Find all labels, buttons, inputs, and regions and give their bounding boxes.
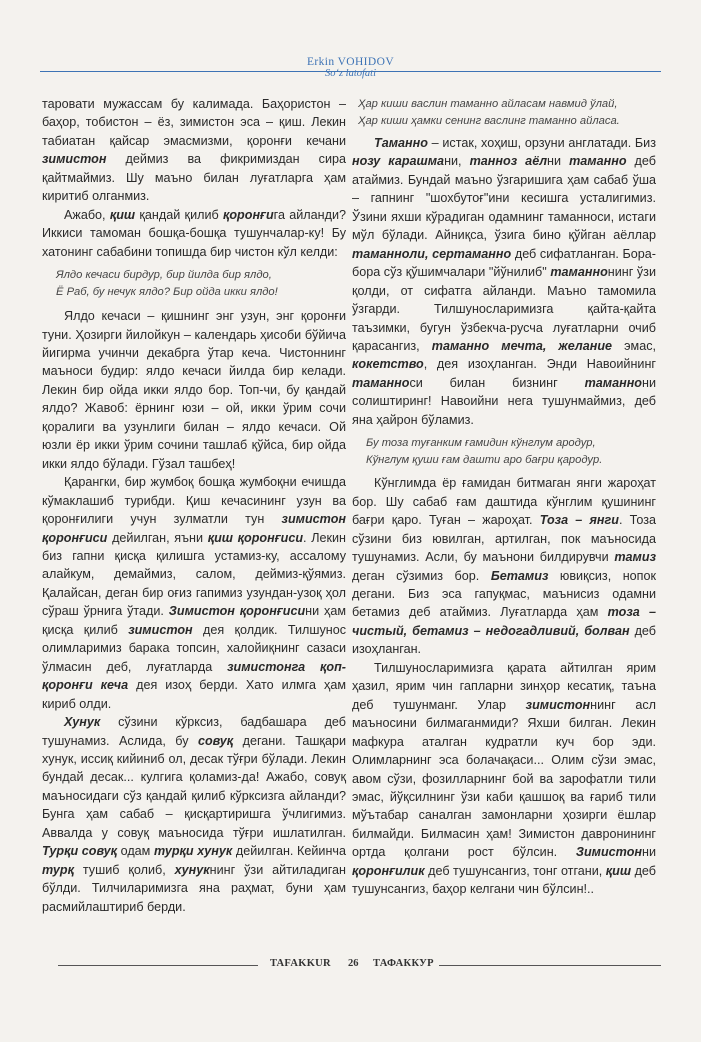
emphasized-term: нозу карашма <box>352 154 445 169</box>
emphasized-term: таманно мечта, желание <box>431 338 613 353</box>
emphasized-term: таманно <box>569 154 627 169</box>
emphasized-term: Хунук <box>64 715 101 730</box>
emphasized-term: таманно <box>550 265 608 280</box>
footer-magazine-cyrillic: ТАФАККУР <box>373 958 434 969</box>
emphasized-term: зимистон қоронғиси <box>42 512 346 545</box>
emphasized-term: кокетство <box>352 357 424 372</box>
emphasized-term: Зимистон <box>575 845 642 860</box>
emphasized-term: таманно <box>352 375 410 390</box>
emphasized-term: зимистон <box>128 622 193 637</box>
emphasized-term: қоронғи <box>222 207 274 222</box>
emphasized-term: турқ <box>42 862 74 877</box>
page-footer <box>40 958 661 972</box>
right-paragraph-2: Кўнглимда ёр ғамидан битмаган янги жароҳат бор. Шу сабаб ғам даштида кўнглим қушининг бағри қаро. Туған – жароҳат. Тоза – янги. Тоза сўзини биз ювилган, артилган, пок маъносида тушунамиз. Асли, бу маънони билдирувчи тамиз деган сўзимиз бор. Бетамиз ювиқсиз, нопок дегани. Биз эса гапуқмас, маънисиз одамни бетамиз деб атаймиз. Луғатларда ҳам тоза – чистый, бетамиз – недогадливий, болван деб изоҳланган. <box>352 476 657 657</box>
footer-rule-left <box>58 965 258 966</box>
verse-line: Ялдо кечаси бирдур, бир йилда бир ялдо, <box>56 269 272 282</box>
emphasized-term: тамиз <box>614 550 656 565</box>
emphasized-term: зимистон <box>42 152 107 167</box>
left-verse <box>56 267 346 301</box>
emphasized-term: хунук <box>174 862 210 877</box>
left-paragraph-2: Ажабо, қиш қандай қилиб қоронғига айланди? Иккиси тамоман бошқа-бошқа тушунчалар-ку! Бу хатонинг сабабини топишда бир чистон кўл келди: <box>42 207 346 259</box>
emphasized-term: қоронғилик <box>352 863 425 878</box>
right-paragraph-3: Тилшуносларимизга қарата айтилган ярим ҳазил, ярим чин гапларни зинҳор кесатиқ, таъна деб тушунманг. Улар зимистоннинг асл маъносини билмаганмиди? Яхши билган. Лекин мафкура аталган кудратли куч бор эди. Олимларнинг эса болачақаси... Олим сўзи эмас, авом сўзи, фозилларнинг бой ва зарофатли тили эмас, йўқсилнинг ўзи каби қашшоқ ва ғариб тили мўътабар саналган замонларни ҳозирги ёшлар билмайди. Билмасин ҳам! Зимистон давронининг ортда қолгани рост бўлсин. Зимистонни қоронғилик деб тушунсангиз, тонг отгани, қиш деб тушунсангиз, баҳор келгани чин бўлсин!.. <box>352 660 656 897</box>
left-paragraph-5: Хунук сўзини кўрксиз, бадбашара деб тушунамиз. Аслида, бу совуқ дегани. Ташқари хунук, иссиқ кийиниб ол, десак тўғри бўлади. Лекин бундай десак... кулгига қоламиз-да! Ажабо, совуқ маъносидаги сўз қандай қилиб кўрксизга айланди? Бунга ҳам сабаб – қисқартиришга ўчлигимиз. Аввалда у совуқ маъносида тўғри ишлатилган. Турқи совуқ одам турқи хунук дейилган. Кейинча турқ тушиб қолиб, хунукнинг ўзи айтиладиган бўлди. Тилчиларимизга яна раҳмат, буни ҳам расмийлаштириб берди. <box>42 715 347 914</box>
emphasized-term: қиш <box>605 863 632 878</box>
emphasized-term: Зимистон қоронғиси <box>168 604 306 619</box>
footer-rule-right <box>439 965 661 966</box>
emphasized-term: Бетамиз <box>490 568 549 583</box>
right-verse-2 <box>366 435 656 469</box>
emphasized-term: қиш <box>109 207 136 222</box>
verse-line: Ҳар киши ҳамки сенинг васлинг таманно айласа. <box>358 115 620 127</box>
right-paragraph-1: Таманно – истак, хоҳиш, орзуни англатади. Биз нозу карашмани, танноз аёлни таманно деб атаймиз. Бундай маъно ўзгаришига ҳам сабаб ўша – гапнинг "шохбутоғ"ини кесишга усталигимиз. Ўзини яхши кўрадиган одамнинг таманноси, истаги мўл бўлади. Айниқса, ўзига бино қўйган аёллар таманноли, сертаманно деб сифатланган. Бора-бора сўз қўшимчалари "йўнилиб" таманнонинг ўзи қолди, от сифатга айланди. Маъно тамомила ўзгарди. Тилшуносларимизга қайта-қайта таъзимки, бугун ўзбекча-русча луғатларни очиб қарасангиз, таманно мечта, желание эмас, кокетство, дея изоҳланган. Энди Навоийнинг таманноси билан бизнинг таманнони солиштиринг! Навоийни нега тушунмаймиз, деб яна ҳайрон бўламиз. <box>352 136 656 427</box>
emphasized-term: турқи хунук <box>153 844 233 859</box>
emphasized-term: зимистонга қоп-қоронғи кеча <box>42 659 346 693</box>
running-header <box>40 56 661 84</box>
verse-line: Ҳар киши васлин таманно айласам навмид ўлай, <box>358 98 618 110</box>
emphasized-term: Таманно <box>374 136 428 150</box>
left-paragraph-1: таровати мужассам бу калимада. Баҳористон – баҳор, тобистон – ёз, зимистон эса – қиш. Лекин табиатан қайсар эмасмизми, қоронғи кечани зимистон деймиз ва фикримиздан сира қайтмаймиз. Шу маъно билан луғатларга ҳам киритиб олганмиз. <box>42 97 346 204</box>
emphasized-term: таманно <box>584 375 642 390</box>
emphasized-term: Тоза – янги <box>539 513 619 528</box>
page-number: 26 <box>348 958 359 969</box>
emphasized-term: қиш қоронғиси <box>207 530 304 545</box>
emphasized-term: танноз аёл <box>469 154 548 169</box>
verse-line: Кўнглум қуши ғам дашти аро бағри қародур. <box>366 454 603 467</box>
left-column <box>42 95 346 916</box>
left-paragraph-3: Ялдо кечаси – қишнинг энг узун, энг қоронғи туни. Ҳозирги йилойкун – календарь ҳисоби бўйича йигирма учинчи декабрга ўтар кеча. Чистоннинг маъноси будир: ялдо кечаси йилда бир келади. Лекин бир ойда икки ялдо бор. Топ-чи, бу қандай ялдо? Жавоб: ёрнинг юзи – ой, икки ўрим сочи қоралиги ва узунлиги билан – ялдо кечаси. Ой юзли ёр икки ўрим сочини ташлаб қўйса, бир ойда икки ялдо бўлади. Гўзал ташбеҳ! <box>42 309 346 471</box>
emphasized-term: зимистон <box>525 697 591 712</box>
emphasized-term: таманноли, сертаманно <box>352 246 512 261</box>
header-book-title: So‘z latofati <box>324 68 377 79</box>
header-rule <box>40 71 661 72</box>
right-verse-top <box>358 96 656 130</box>
verse-line: Бу тоза туғанким ғамидин кўнглум ародур, <box>366 437 596 450</box>
emphasized-term: Турқи совуқ <box>42 844 117 859</box>
left-paragraph-4: Қарангки, бир жумбоқ бошқа жумбоқни ечишда кўмаклашиб турибди. Қиш кечасининг узун ва қоронғилиги учун зулматли тун зимистон қоронғиси дейилган, яъни қиш қоронғиси. Лекин биз гапни қисқа қилишга устамиз-ку, ассалому алайкум, демаймиз, салом, деймиз-қўямиз. Қалайсан, деган бир оғиз гапимиз узундан-узоқ ҳол сўраш ўрнига ўтади. Зимистон қоронғисини ҳам қисқа қилиб зимистон дея қолдик. Тилшунос олимларимиз барака топсин, халойиқнинг сазаси ўлмасин деб, луғатларда зимистонга қоп-қоронғи кеча дея изоҳ берди. Хато илмга ҳам кириб олди. <box>42 475 347 711</box>
right-column <box>352 96 656 899</box>
header-author: Erkin VOHIDOV <box>306 56 395 68</box>
emphasized-term: совуқ <box>197 733 234 748</box>
emphasized-term: тоза – чистый, бетамиз – недогадливий, болван <box>352 605 656 638</box>
footer-magazine-latin: TAFAKKUR <box>270 958 331 969</box>
verse-line: Ё Раб, бу нечук ялдо? Бир ойда икки ялдо! <box>56 286 278 299</box>
